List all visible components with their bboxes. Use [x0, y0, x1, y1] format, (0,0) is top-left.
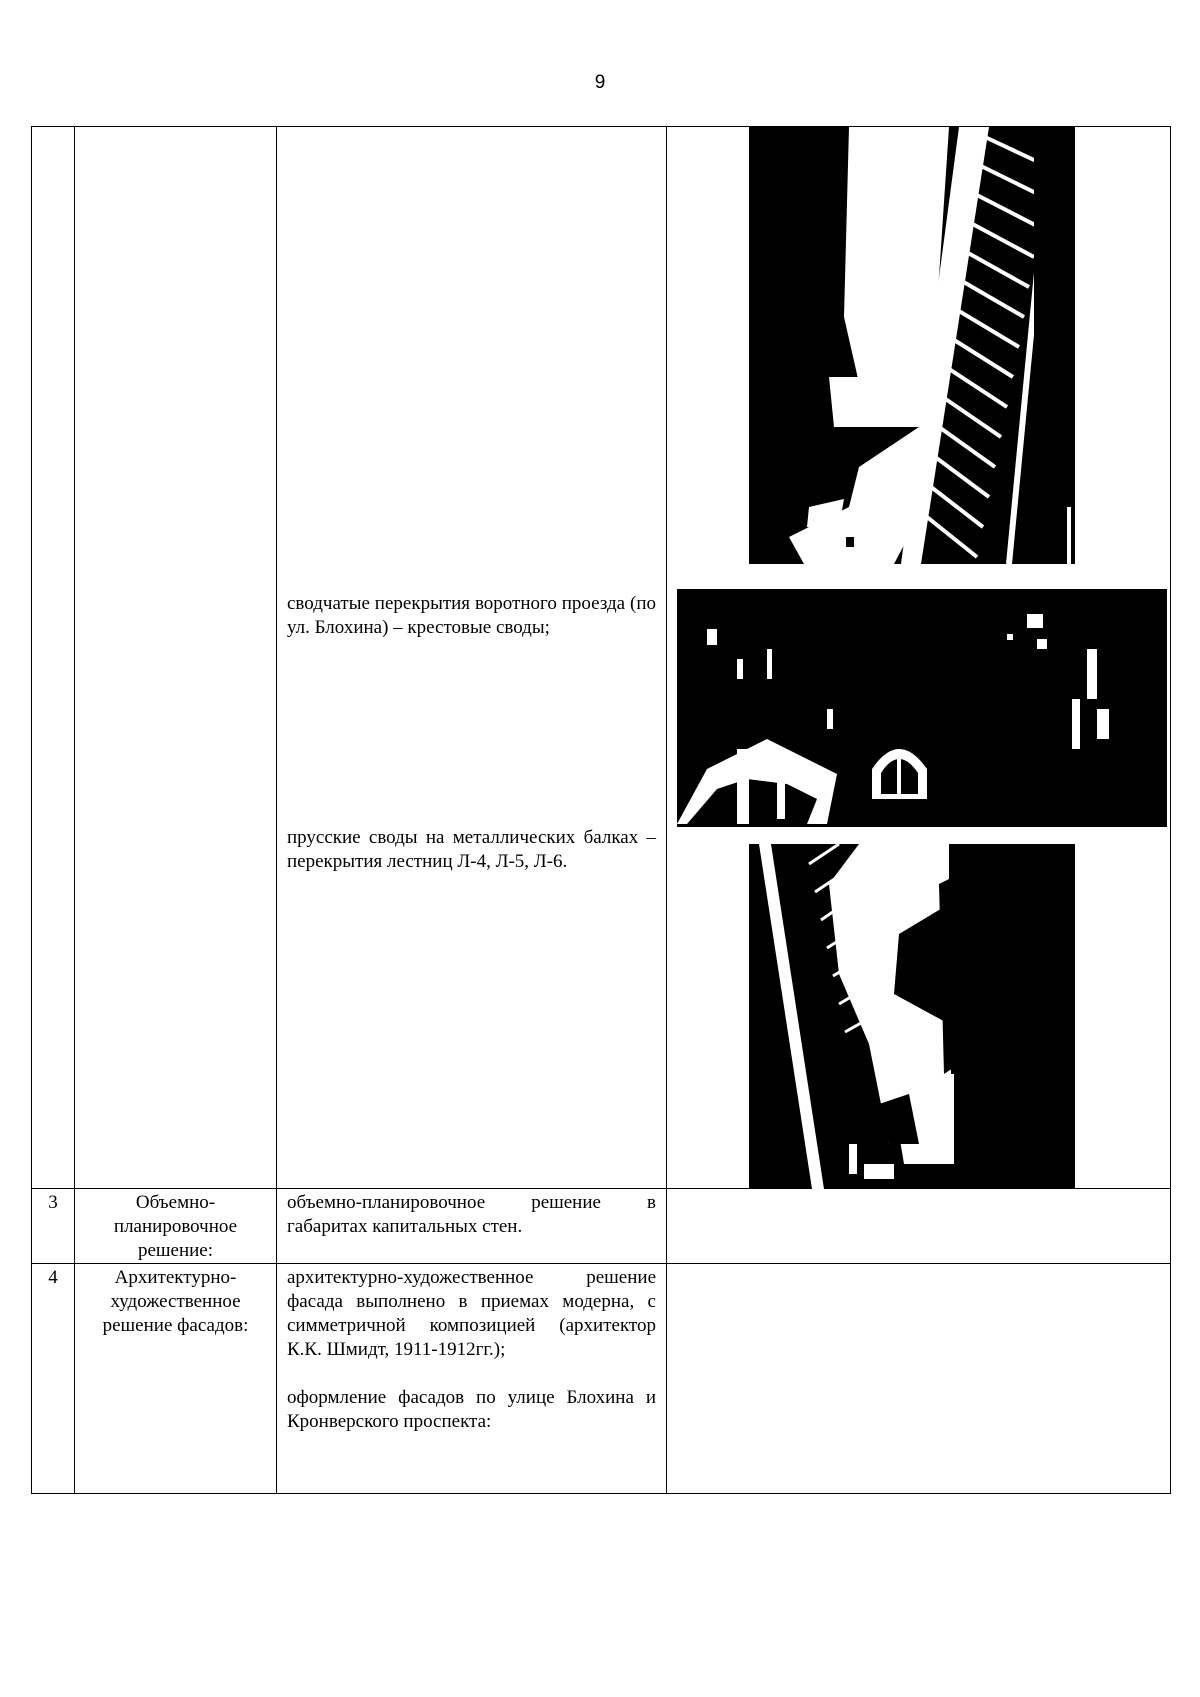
photo-cell [667, 127, 1171, 1189]
prussian-vaults-text: прусские своды на металлических балках – перекрытия лестниц Л-4, Л-5, Л-6. [287, 827, 656, 872]
row-description-2: оформление фасадов по улице Блохина и Кронверского проспекта: [287, 1387, 656, 1432]
stair-prussian-vault-photo [749, 844, 1075, 1189]
photo-cell [667, 1264, 1171, 1494]
protection-subject-table [31, 126, 1171, 1494]
row-description-1: архитектурно-художественное решение фасада выполнено в приемах модерна, с симметричной композицией (архитектор К.К. Шмидт, 1911-1912гг.); [287, 1267, 656, 1360]
row-description-cell [277, 1264, 667, 1494]
photo-cell [667, 1189, 1171, 1264]
row-number: 4 [32, 1264, 75, 1494]
row-description: объемно-планировочное решение в габаритах капитальных стен. [287, 1192, 656, 1237]
page-number: 9 [594, 72, 606, 93]
row-name-cell [75, 127, 277, 1189]
row-name: Объемно-планировочное решение: [75, 1189, 277, 1264]
table-row [32, 127, 1171, 1189]
row-number: 3 [32, 1189, 75, 1264]
table-row [32, 1189, 1171, 1264]
vaults-text: сводчатые перекрытия воротного проезда (по ул. Блохина) – крестовые своды; [287, 593, 656, 638]
vaulted-gateway-photo [677, 589, 1167, 836]
row-number-cell [32, 127, 75, 1189]
stair-railing-photo [749, 127, 1075, 564]
row-name: Архитектурно-художественное решение фасадов: [75, 1264, 277, 1494]
row-description-cell [277, 127, 667, 1189]
row-description-cell [277, 1189, 667, 1264]
table-row [32, 1264, 1171, 1494]
